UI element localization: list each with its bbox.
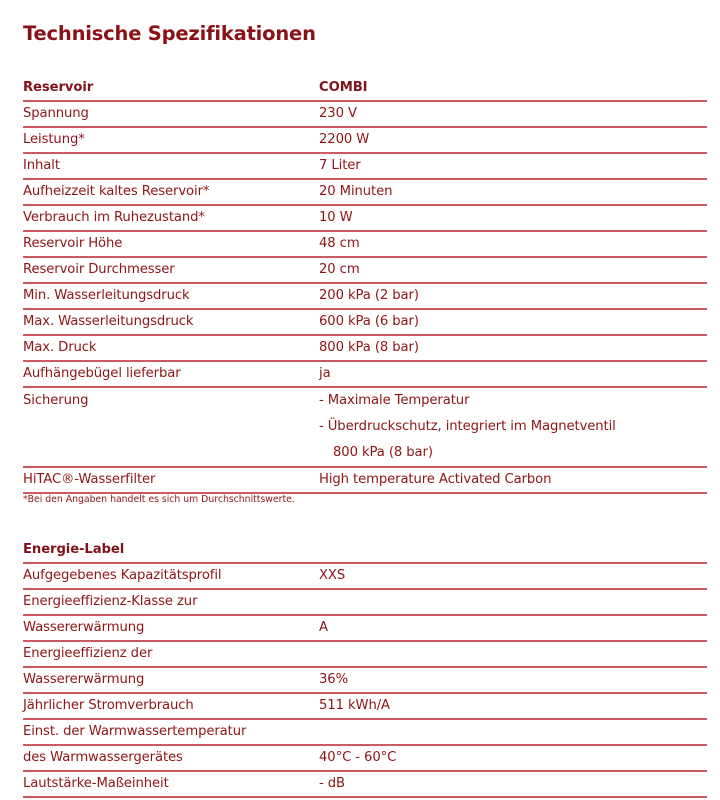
table-row <box>23 563 707 589</box>
table-row <box>23 361 707 387</box>
table-row <box>23 205 707 231</box>
table-row <box>23 467 707 493</box>
table-row <box>23 153 707 179</box>
table-row <box>23 641 707 667</box>
spec-label: Min. Wasserleitungsdruck <box>23 283 319 309</box>
spec-label: Jährlicher Stromverbrauch <box>23 693 319 719</box>
spec-label: Aufgegebenes Kapazitätsprofil <box>23 563 319 589</box>
table-row <box>23 719 707 745</box>
spec-value: 800 kPa (8 bar) <box>319 335 707 361</box>
spec-label: Spannung <box>23 101 319 127</box>
spec-value: 230 V <box>319 101 707 127</box>
spec-value <box>319 719 707 745</box>
table-row <box>23 771 707 797</box>
spec-label: Wassererwärmung <box>23 667 319 693</box>
table-row <box>23 693 707 719</box>
table-row <box>23 615 707 641</box>
spec-value: 40°C - 60°C <box>319 745 707 771</box>
spec-value: - dB <box>319 771 707 797</box>
spec-label: Inhalt <box>23 153 319 179</box>
spec-value: ja <box>319 361 707 387</box>
header-label: Energie-Label <box>23 538 319 563</box>
spec-label: Max. Wasserleitungsdruck <box>23 309 319 335</box>
spec-value: 200 kPa (2 bar) <box>319 283 707 309</box>
table-row <box>23 257 707 283</box>
spec-label: des Warmwassergerätes <box>23 745 319 771</box>
spec-label: Reservoir Durchmesser <box>23 257 319 283</box>
reservoir-spec-table <box>23 76 707 494</box>
footnote: *Bei den Angaben handelt es sich um Durchschnittswerte. <box>23 494 295 505</box>
table-header-row <box>23 76 707 101</box>
header-label: Reservoir <box>23 76 319 101</box>
table-row <box>23 667 707 693</box>
spec-value-line: 800 kPa (8 bar) <box>333 445 433 460</box>
spec-value: 48 cm <box>319 231 707 257</box>
energy-label-table <box>23 538 707 798</box>
spec-value <box>319 641 707 667</box>
spec-label: Wassererwärmung <box>23 615 319 641</box>
spec-value: 20 Minuten <box>319 179 707 205</box>
spec-value-list <box>319 387 707 467</box>
spec-label: Lautstärke-Maßeinheit <box>23 771 319 797</box>
spec-label: Leistung* <box>23 127 319 153</box>
spec-label: HiTAC®-Wasserfilter <box>23 467 319 493</box>
table-row <box>23 101 707 127</box>
spec-value: 10 W <box>319 205 707 231</box>
spec-label: Verbrauch im Ruhezustand* <box>23 205 319 231</box>
spec-value: 7 Liter <box>319 153 707 179</box>
spec-label: Aufheizzeit kaltes Reservoir* <box>23 179 319 205</box>
spec-value-line: - Maximale Temperatur <box>319 393 470 408</box>
spec-value: A <box>319 615 707 641</box>
table-row-sicherung <box>23 387 707 467</box>
spec-label: Energieeffizienz der <box>23 641 319 667</box>
table-row <box>23 283 707 309</box>
spec-value: 600 kPa (6 bar) <box>319 309 707 335</box>
spec-value: XXS <box>319 563 707 589</box>
table-row <box>23 335 707 361</box>
table-row <box>23 179 707 205</box>
spec-value: 511 kWh/A <box>319 693 707 719</box>
spec-value: 36% <box>319 667 707 693</box>
table-row <box>23 745 707 771</box>
header-value <box>319 538 707 563</box>
spec-label: Einst. der Warmwassertemperatur <box>23 719 319 745</box>
spec-value: 2200 W <box>319 127 707 153</box>
table-header-row <box>23 538 707 563</box>
spec-value <box>319 589 707 615</box>
header-model: COMBI <box>319 76 707 101</box>
spec-label: Sicherung <box>23 387 319 467</box>
table-row <box>23 309 707 335</box>
spec-label: Energieeffizienz-Klasse zur <box>23 589 319 615</box>
page-title: Technische Spezifikationen <box>23 22 316 45</box>
spec-value: High temperature Activated Carbon <box>319 467 707 493</box>
spec-label: Max. Druck <box>23 335 319 361</box>
table-row <box>23 231 707 257</box>
spec-value-line: - Überdruckschutz, integriert im Magnetventil <box>319 419 616 434</box>
spec-label: Reservoir Höhe <box>23 231 319 257</box>
table-row <box>23 589 707 615</box>
spec-label: Aufhängebügel lieferbar <box>23 361 319 387</box>
spec-value: 20 cm <box>319 257 707 283</box>
table-row <box>23 127 707 153</box>
